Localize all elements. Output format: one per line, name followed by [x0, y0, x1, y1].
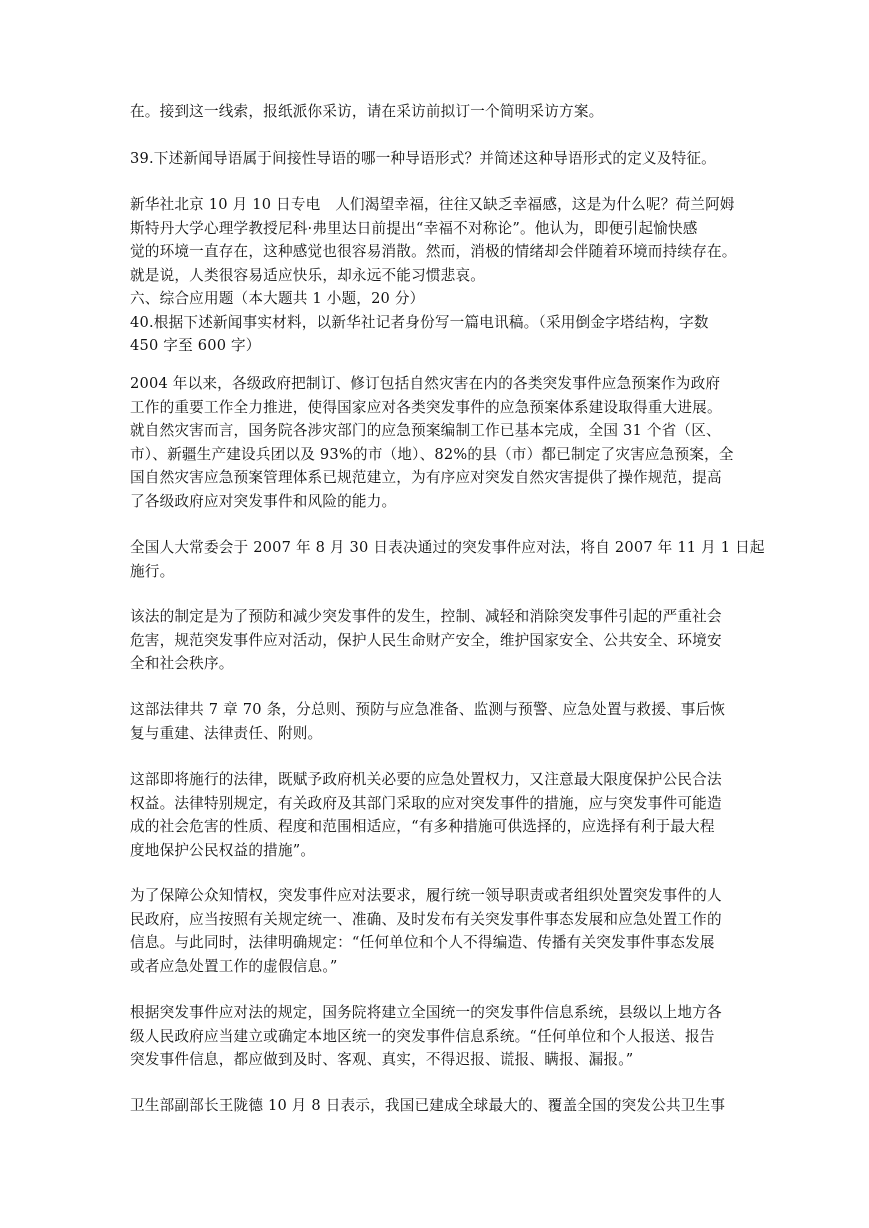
text-line: 信息。与此同时，法律明确规定：“任何单位和个人不得编造、传播有关突发事件事态发展: [130, 934, 715, 951]
text-line: 450 字至 600 字）: [130, 337, 261, 354]
text-line: 全国人大常委会于 2007 年 8 月 30 日表决通过的突发事件应对法，将自 2007 年 11 月 1 日起: [130, 539, 765, 556]
text-line: 这部即将施行的法律，既赋予政府机关必要的应急处置权力，又注意最大限度保护公民合法: [130, 771, 722, 788]
paragraph: [130, 147, 716, 171]
text-line: 国自然灾害应急预案管理体系已规范建立，为有序应对突发自然灾害提供了操作规范，提高: [130, 469, 722, 486]
text-line: 在。接到这一线索，报纸派你采访，请在采访前拟订一个简明采访方案。: [130, 103, 604, 120]
text-line: 新华社北京 10 月 10 日专电 人们渴望幸福，往往又缺乏幸福感，这是为什么呢？荷兰阿姆: [130, 196, 735, 213]
paragraph: [130, 372, 734, 513]
text-line: 工作的重要工作全力推进，使得国家应对各类突发事件的应急预案体系建设取得重大进展。: [130, 398, 722, 416]
paragraph: [130, 884, 722, 978]
text-line: 权益。法律特别规定，有关政府及其部门采取的应对突发事件的措施，应与突发事件可能造: [130, 794, 722, 812]
text-line: 就自然灾害而言，国务院各涉灾部门的应急预案编制工作已基本完成，全国 31 个省（区、: [130, 422, 721, 439]
text-line: 为了保障公众知情权，突发事件应对法要求，履行统一领导职责或者组织处置突发事件的人: [130, 887, 722, 904]
paragraph: [130, 100, 603, 124]
text-line: 40.根据下述新闻事实材料，以新华社记者身份写一篇电讯稿。（采用倒金字塔结构，字数: [130, 313, 709, 331]
paragraph: [130, 1001, 722, 1072]
text-line: 卫生部副部长王陇德 10 月 8 日表示，我国已建成全球最大的、覆盖全国的突发公共卫生事: [130, 1097, 726, 1114]
text-line: 成的社会危害的性质、程度和范围相适应，“有多种措施可供选择的，应选择有利于最大程: [130, 818, 715, 835]
text-line: 度地保护公民权益的措施”。: [130, 841, 316, 859]
text-line: 复与重建、法律责任、附则。: [130, 724, 323, 742]
paragraph: [130, 605, 722, 676]
text-line: 这部法律共 7 章 70 条，分总则、预防与应急准备、监测与预警、应急处置与救援、事后恢: [130, 701, 726, 718]
text-line: 就是说，人类很容易适应快乐，却永远不能习惯悲哀。: [130, 266, 486, 284]
text-line: 市）、新疆生产建设兵团以及 93%的市（地）、82%的县（市）都已制定了灾害应急预案，全: [130, 445, 734, 463]
text-line: 该法的制定是为了预防和减少突发事件的发生，控制、减轻和消除突发事件引起的严重社会: [130, 608, 722, 625]
paragraph: [130, 193, 737, 358]
text-line: 了各级政府应对突发事件和风险的能力。: [130, 492, 397, 510]
text-line: 施行。: [130, 562, 175, 580]
paragraph: [130, 1094, 725, 1118]
text-line: 斯特丹大学心理学教授尼科·弗里达日前提出“幸福不对称论”。他认为，即便引起愉快感: [130, 219, 698, 237]
text-line: 觉的环境一直存在，这种感觉也很容易消散。然而，消极的情绪却会伴随着环境而持续存在。: [130, 243, 737, 260]
text-line: 民政府，应当按照有关规定统一、准确、及时发布有关突发事件事态发展和应急处置工作的: [130, 910, 722, 928]
text-line: 或者应急处置工作的虚假信息。”: [130, 957, 338, 975]
text-line: 六、综合应用题（本大题共 1 小题，20 分）: [130, 290, 425, 307]
paragraph: [130, 536, 765, 583]
text-line: 突发事件信息，都应做到及时、客观、真实，不得迟报、谎报、瞒报、漏报。”: [130, 1051, 634, 1068]
text-line: 级人民政府应当建立或确定本地区统一的突发事件信息系统。“任何单位和个人报送、报告: [130, 1027, 715, 1045]
paragraph: [130, 698, 725, 745]
text-line: 2004 年以来，各级政府把制订、修订包括自然灾害在内的各类突发事件应急预案作为政府: [130, 375, 721, 392]
text-line: 全和社会秩序。: [130, 655, 234, 672]
paragraph: [130, 768, 722, 862]
text-line: 39.下述新闻导语属于间接性导语的哪一种导语形式？并简述这种导语形式的定义及特征。: [130, 150, 716, 167]
text-line: 根据突发事件应对法的规定，国务院将建立全国统一的突发事件信息系统，县级以上地方各: [130, 1004, 722, 1021]
text-line: 危害，规范突发事件应对活动，保护人民生命财产安全，维护国家安全、公共安全、环境安: [130, 631, 722, 649]
